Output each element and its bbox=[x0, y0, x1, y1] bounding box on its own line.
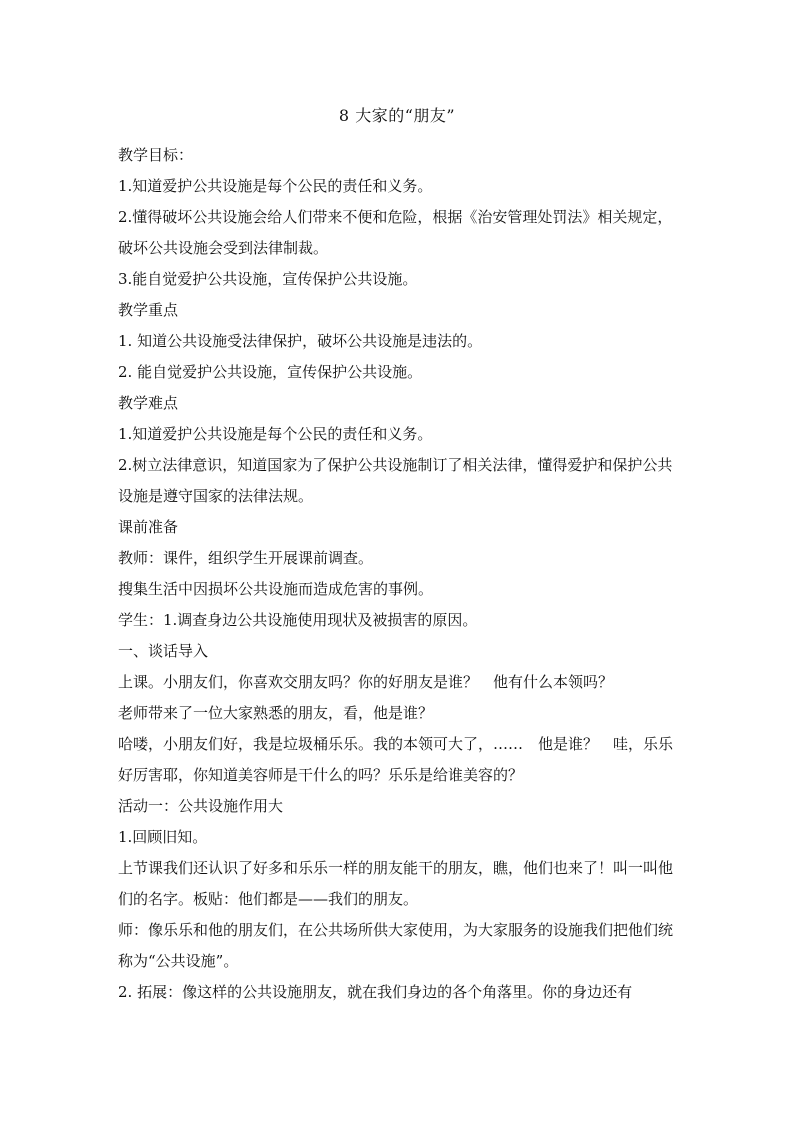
section-heading: 教学目标： bbox=[118, 146, 194, 164]
paragraph: 哈喽，小朋友们好，我是垃圾桶乐乐。我的本领可大了，…… 他是谁？ 哇，乐乐好厉害耶，你知道美容师是干什么的吗？乐乐是给谁美容的？ bbox=[118, 735, 674, 784]
paragraph: 师：像乐乐和他的朋友们，在公共场所供大家使用，为大家服务的设施我们把他们统称为“公共设施”。 bbox=[118, 921, 674, 970]
section-heading: 一、谈话导入 bbox=[118, 642, 209, 660]
paragraph: 1.知道爱护公共设施是每个公民的责任和义务。 bbox=[118, 425, 433, 443]
paragraph: 上节课我们还认识了好多和乐乐一样的朋友能干的朋友，瞧，他们也来了！叫一叫他们的名字。板贴：他们都是——我们的朋友。 bbox=[118, 859, 674, 908]
paragraph: 学生：1.调查身边公共设施使用现状及被损害的原因。 bbox=[118, 611, 478, 629]
paragraph: 2. 拓展：像这样的公共设施朋友，就在我们身边的各个角落里。你的身边还有 bbox=[118, 983, 633, 1001]
paragraph: 教师：课件，组织学生开展课前调查。 bbox=[118, 549, 374, 567]
paragraph: 1.回顾旧知。 bbox=[118, 828, 208, 846]
paragraph: 1. 知道公共设施受法律保护，破坏公共设施是违法的。 bbox=[118, 332, 483, 350]
page-title: 8 大家的“朋友” bbox=[338, 106, 456, 125]
paragraph: 2. 能自觉爱护公共设施，宣传保护公共设施。 bbox=[118, 363, 423, 381]
paragraph: 1.知道爱护公共设施是每个公民的责任和义务。 bbox=[118, 177, 433, 195]
paragraph: 老师带来了一位大家熟悉的朋友，看，他是谁？ bbox=[118, 704, 434, 722]
paragraph: 2.树立法律意识，知道国家为了保护公共设施制订了相关法律，懂得爱护和保护公共设施是遵守国家的法律法规。 bbox=[118, 456, 673, 505]
paragraph: 上课。小朋友们，你喜欢交朋友吗？你的好朋友是谁？ 他有什么本领吗？ bbox=[118, 673, 614, 691]
section-heading: 课前准备 bbox=[118, 518, 179, 536]
section-heading: 教学难点 bbox=[118, 394, 179, 412]
paragraph: 搜集生活中因损坏公共设施而造成危害的事例。 bbox=[118, 580, 434, 598]
paragraph: 3.能自觉爱护公共设施，宣传保护公共设施。 bbox=[118, 270, 418, 288]
paragraph: 2.懂得破坏公共设施会给人们带来不便和危险，根据《治安管理处罚法》相关规定，破坏公共设施会受到法律制裁。 bbox=[118, 208, 673, 257]
document-body bbox=[118, 140, 678, 1008]
section-heading: 教学重点 bbox=[118, 301, 179, 319]
section-heading: 活动一：公共设施作用大 bbox=[118, 797, 284, 815]
